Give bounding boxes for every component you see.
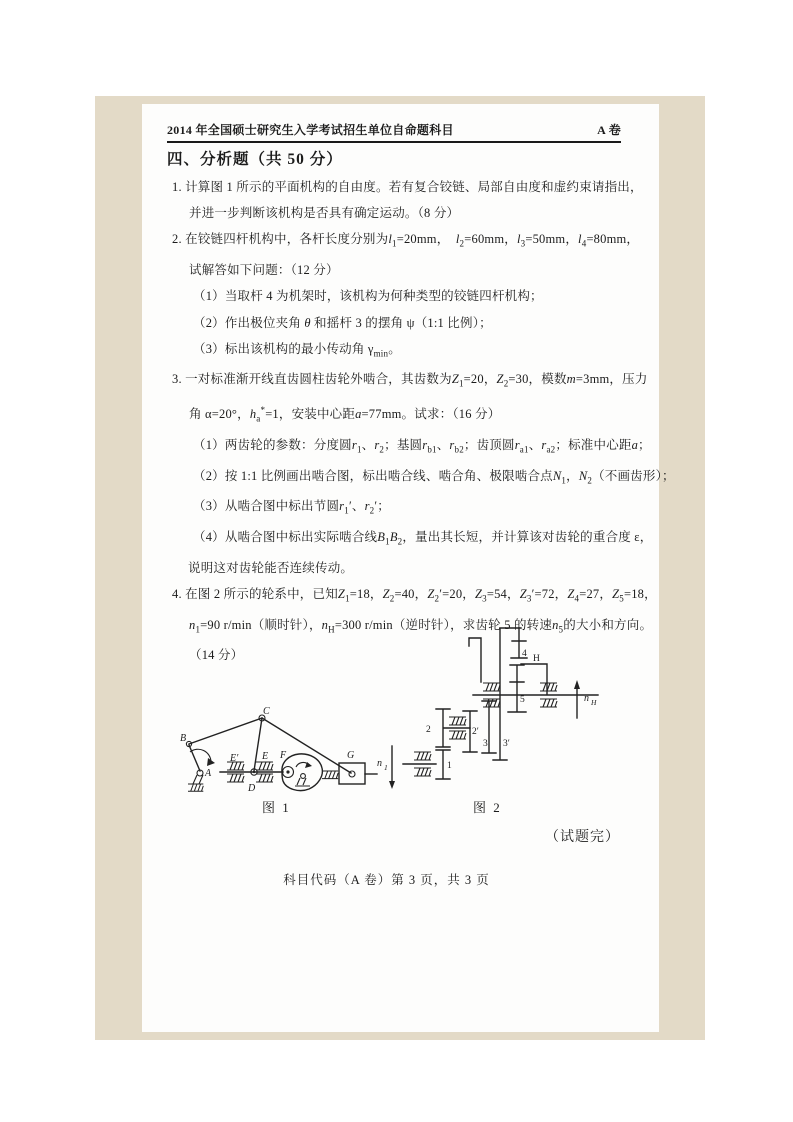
q2-item3: （3）标出该机构的最小传动角 $\gamma_{min}$。: [193, 341, 401, 359]
document-mat: [95, 96, 705, 1040]
figure1-ground-pivot-A: [188, 770, 203, 791]
figure2-caption: 图 2: [473, 800, 502, 815]
q4-line1: 4. 在图 2 所示的轮系中，已知$Z_1=18$，$Z_2=40$，$Z_2'=20$，$Z_3=54$，$Z_3'=72$，$Z_4=27$，$Z_5=18$，: [172, 587, 657, 604]
figure2-gear2p-label: 2′: [472, 727, 479, 737]
page-header: [167, 121, 621, 143]
header-paper-label: A 卷: [597, 123, 621, 137]
figure1-guide-E2-lower: [227, 774, 244, 782]
q3-item4-cont: 说明这对齿轮能否连续传动。: [188, 560, 354, 575]
figure1-roller-F: [283, 767, 294, 778]
figure2-gear1-label: 1: [447, 761, 452, 771]
q4-line2: $n_1=90$ r/min（顺时针），$n_H=300$ r/min（逆时针），求齿轮 5 的转速$n_5$的大小和方向。: [189, 617, 653, 635]
figure1-guide-E-lower: [256, 774, 273, 782]
figure2-carrier-arm: [469, 638, 481, 682]
section-title: 四、分析题（共 50 分）: [167, 151, 343, 168]
figure2-H-label: H: [533, 654, 540, 664]
q3-item2: （2）按 1:1 比例画出啮合图，标出啮合线、啮合角、极限啮合点$N_1$，$N_2$（不画齿形）；: [193, 468, 675, 486]
header-title: 2014 年全国硕士研究生入学考试招生单位自命题科目: [167, 123, 454, 137]
q3-line1: 3. 一对标准渐开线直齿圆柱齿轮外啮合，其齿数为$Z_1=20$，$Z_2=30$，模数m=3mm，压力: [172, 372, 648, 389]
figure1-caption: 图 1: [262, 800, 291, 815]
figure2-gear4-label: 4: [522, 649, 527, 659]
figure2-nH-subscript: H: [591, 698, 597, 707]
figure1-label-F: F: [280, 750, 287, 761]
figure1-drawing: [180, 706, 377, 815]
figure1-links: [189, 718, 351, 773]
figure2-gear3p-label: 3′: [503, 739, 510, 749]
figure2-n1-symbol: n: [377, 758, 382, 769]
q3-item4: （4）从啮合图中标出实际啮合线$B_1B_2$，量出其长短，并计算该对齿轮的重合度 ε，: [193, 530, 653, 547]
figure2-nH-symbol: n: [584, 693, 589, 704]
figure1-label-B: B: [180, 733, 187, 744]
figure1-label-A: A: [205, 768, 212, 779]
figure1-label-E2: E′: [230, 753, 239, 764]
figure1-guide-E-upper: [256, 762, 273, 770]
figure2-gear2: [436, 709, 470, 747]
q1-line1: 1. 计算图 1 所示的平面机构的自由度。若有复合铰链、局部自由度和虚约束请指出，: [172, 180, 643, 194]
figure2-drawing: [377, 628, 598, 815]
q3-line2: 角 α=20°，$h_a^*=1$，安装中心距a=77mm。试求：（16 分）: [189, 405, 501, 424]
figure2-nH-arrowhead: [574, 680, 580, 689]
figure1-label-C: C: [263, 706, 270, 717]
figure1-label-E: E: [262, 751, 269, 762]
figure1-label-G: G: [347, 750, 355, 761]
q4-line3: （14 分）: [189, 648, 244, 663]
figure1-slider-G: [322, 763, 377, 784]
figure2-n1-subscript: 1: [384, 763, 388, 772]
q2-line1: 2. 在铰链四杆机构中，各杆长度分别为$l_1=20mm$， $l_2=60mm$，$l_3=50mm$，$l_4=80mm$，: [172, 232, 640, 249]
q1-line2: 并进一步判断该机构是否具有确定运动。（8 分）: [189, 206, 460, 221]
end-of-paper-note: （试题完）: [545, 830, 620, 845]
q2-item1: （1）当取杆 4 为机架时，该机构为何种类型的铰链四杆机构；: [193, 289, 543, 304]
figure2-gear3-label: 3: [483, 739, 488, 749]
figure2-n1-arrowhead: [389, 781, 395, 789]
figure2-gear2-label: 2: [426, 725, 431, 735]
figures-area: [142, 618, 659, 823]
figure1-label-D: D: [248, 783, 256, 794]
page-footer: 科目代码（A 卷）第 3 页，共 3 页: [283, 873, 490, 887]
q3-item1: （1）两齿轮的参数：分度圆$r_1$、$r_2$；基圆$r_{b1}$、$r_{b2}$；齿顶圆$r_{a1}$、$r_{a2}$；标准中心距a；: [193, 437, 651, 455]
figures-svg: [142, 618, 659, 823]
question-content: [167, 146, 675, 669]
q3-item3: （3）从啮合图中标出节圆$r_1'$、$r_2'$；: [193, 499, 390, 516]
exam-page: [142, 104, 675, 1032]
figure2-gear5-label: 5: [520, 695, 525, 705]
q2-item2: （2）作出极位夹角 θ 和摇杆 3 的摆角 ψ（1:1 比例）；: [193, 315, 492, 330]
q2-line2: 试解答如下问题：（12 分）: [189, 263, 339, 278]
